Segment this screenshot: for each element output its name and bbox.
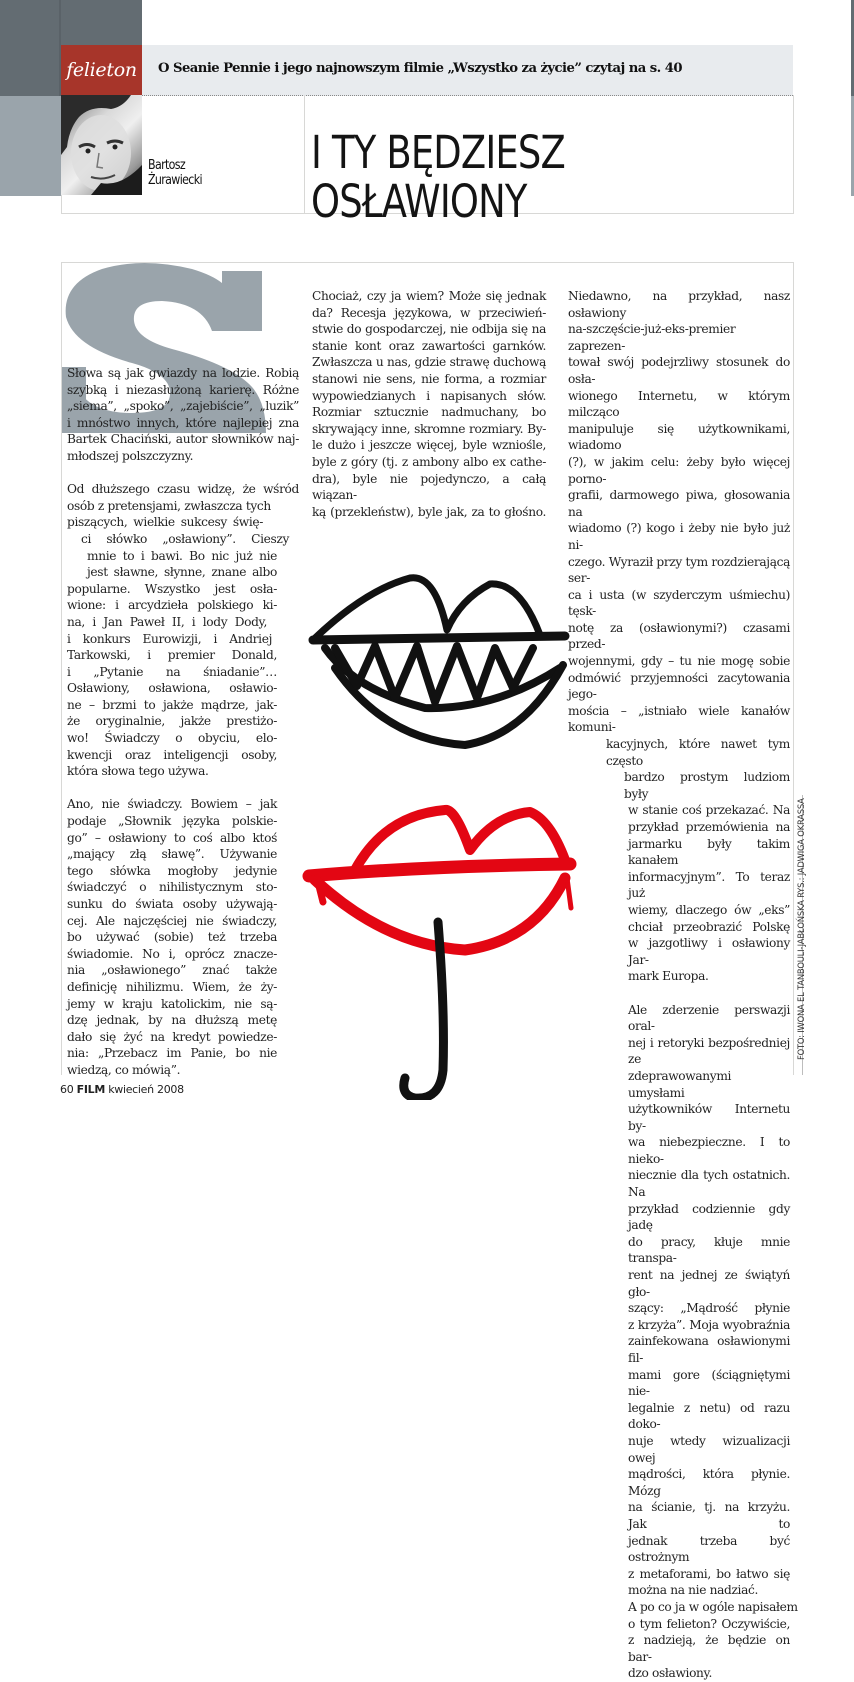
text-line: wo! Świadczy o obyciu, elo- (67, 731, 277, 746)
author-last-name: Żurawiecki (148, 172, 202, 188)
text-line: ci słówko „osławiony”. Cieszy (81, 531, 289, 546)
text-line: Ale zderzenie perswazji oral- (628, 1002, 790, 1034)
text-line: ca i usta (w szyderczym uśmiechu) tęsk- (568, 587, 790, 619)
text-line: do pracy, kłuje mnie transpa- (628, 1234, 790, 1266)
col3-para1 (568, 288, 790, 985)
text-line: bo używać (sobie) też trzeba (67, 930, 277, 945)
text-line: że oryginalnie, jakże prestiżo- (67, 714, 277, 729)
text-line: wypowiedzianych i napisanych słów. (312, 388, 546, 403)
article-title (311, 128, 565, 226)
text-line: w stanie coś przekazać. Na (628, 803, 790, 818)
text-line: osób z pretensjami, zwłaszcza tych (67, 498, 271, 513)
text-line: niecznie dla tych ostatnich. Na (628, 1168, 790, 1200)
column-3 (568, 288, 798, 1682)
col1-para2 (67, 481, 299, 780)
text-line: jemy w kraju katolickim, nie są- (67, 996, 277, 1011)
text-line: Bartek Chaciński, autor słowników naj- (67, 432, 299, 447)
text-line: świadomie. No i, oprócz znacze- (67, 946, 277, 961)
section-tag: felieton (61, 45, 142, 95)
text-line: mark Europa. (628, 969, 709, 984)
text-line: zainfekowana osławionymi fil- (628, 1334, 790, 1365)
text-line: „siema”, „spoko”, „zajebiście”, „luzik” (67, 399, 299, 414)
text-line: tował swój podejrzliwy stosunek do osła- (568, 355, 790, 386)
text-line: mnie to i bawi. Bo nic już nie (87, 548, 277, 563)
text-line: młodszej polszczyzny. (67, 448, 194, 463)
text-line: rent na jednej ze świątyń gło- (628, 1268, 790, 1299)
text-line: bardzo prostym ludziom były (624, 770, 790, 801)
text-line: z nadzieją, że będzie on bar- (628, 1633, 790, 1664)
black-grinning-lips-icon (313, 578, 565, 745)
text-line: Ano, nie świadczy. Bowiem – jak (67, 797, 277, 812)
text-line: mami gore (ściągniętymi nie- (628, 1367, 790, 1399)
text-line: Słowa są jak gwiazdy na lodzie. Robią (67, 366, 299, 380)
text-line: jednak trzeba być ostrożnym (628, 1533, 790, 1565)
text-line: na, i Jan Paweł II, i lody Dody, (67, 614, 267, 629)
text-line: można na nie nadziać. (628, 1583, 758, 1598)
text-line: sunku do świata osoby używają- (67, 897, 277, 911)
text-line: dzo osławiony. (628, 1666, 712, 1681)
text-line: ką (przekleństw), byle jak, za to głośno. (312, 504, 546, 519)
text-line: stwie do gospodarczej, nie odbija się na (312, 322, 546, 337)
text-line: notę za (osławionymi?) czasami przed- (568, 620, 790, 652)
text-line: nej i retoryki bezpośredniej ze (628, 1035, 790, 1067)
text-line: dra), byle nie pojedynczo, a całą wiązan- (312, 471, 546, 503)
text-line: wiemy, dlaczego ów „eks” (628, 902, 790, 917)
text-line: szybką i niezasłużoną karierę. Różne (67, 382, 299, 397)
text-line: na-szczęście-już-eks-premier zaprezen- (568, 322, 736, 353)
text-line: popularne. Wszystko jest osła- (67, 581, 277, 596)
text-line: na ścianie, tj. na krzyżu. Jak to (628, 1500, 790, 1531)
col3-para2 (568, 1002, 798, 1682)
text-line: Rozmiar sztucznie nadmuchany, bo (312, 405, 546, 420)
text-line: o tym felieton? Oczywiście, (628, 1616, 790, 1631)
text-line: wione: i arcydzieła polskiego ki- (67, 598, 277, 613)
text-line: tego słówka mogłoby jedynie (67, 863, 277, 878)
text-line: skrywający inne, skromne rozmiary. By- (312, 421, 546, 436)
column-2 (312, 288, 546, 520)
text-line: wionego Internetu, w którym milcząco (568, 388, 790, 420)
text-line: nia: „Przebacz im Panie, bo nie (67, 1046, 277, 1061)
author-photo (61, 95, 142, 195)
text-line: szący: „Mądrość płynie (628, 1301, 790, 1316)
text-line: (?), w jakim celu: żeby było więcej porno- (568, 454, 790, 486)
text-line: i konkurs Eurowizji, i Andriej (67, 631, 272, 646)
text-line: le dużo i jeszcze więcej, byle wzniośle, (312, 438, 546, 453)
kicker-teaser: O Seanie Pennie i jego najnowszym filmie „Wszystko za życie” czytaj na s. 40 (158, 61, 683, 76)
text-line: odmówić przyjemności zacytowania jego- (568, 670, 790, 702)
text-line: definicję nihilizmu. Wiem, że ży- (67, 979, 277, 994)
text-line: mądrości, która płynie. Mózg (628, 1467, 790, 1498)
text-line: kwencji oraz inteligencji osoby, (67, 747, 277, 762)
text-line: i mnóstwo innych, które najlepiej zna (67, 415, 299, 430)
col1-para1 (67, 365, 299, 465)
text-line: kacyjnych, które nawet tym często (606, 737, 790, 768)
title-line-2: OSŁAWIONY (311, 175, 527, 228)
text-line: manipuluje się użytkownikami, wiadomo (568, 421, 790, 453)
magazine-name: FILM (76, 1083, 105, 1096)
text-line: z metaforami, bo łatwo się (628, 1566, 790, 1581)
text-line: i „Pytanie na śniadanie”… (67, 664, 277, 679)
author-first-name: Bartosz (148, 157, 186, 173)
page-number: 60 (60, 1083, 74, 1096)
text-line: jarmarku były takim kanałem (628, 836, 790, 868)
text-line: Zwłaszcza u nas, gdzie strawę duchową (312, 355, 546, 370)
decorative-strip-light (0, 96, 61, 196)
header-divider (304, 95, 305, 213)
column-1 (67, 365, 299, 1079)
text-line: wiedzą, co mówią”. (67, 1062, 181, 1077)
photo-credit: FOTO: IWONA EL TANBOULI-JABŁOŃSKA RYS.: JADWIGA OKRASSA (796, 798, 806, 1060)
text-line: A po co ja w ogóle napisałem (628, 1599, 798, 1614)
text-line: mościa – „istniało wiele kanałów komuni- (568, 703, 790, 735)
lips-illustration (295, 560, 580, 1100)
text-line: dało się żyć na kredyt powiedze- (67, 1029, 277, 1044)
text-line: użytkowników Internetu by- (628, 1102, 790, 1133)
col1-para3 (67, 796, 299, 1078)
text-line: stanowi nie sens, nie forma, a rozmiar (312, 371, 546, 386)
author-byline (148, 158, 202, 188)
text-line: nuje wtedy wizualizacji owej (628, 1433, 790, 1465)
text-line: Od dłuższego czasu widzę, że wśród (67, 482, 299, 497)
text-line: piszących, wielkie sukcesy świę- (67, 515, 263, 530)
issue-date: kwiecień 2008 (108, 1083, 184, 1096)
text-line: stanie kont oraz zawartości garnków. (312, 338, 546, 353)
text-line: zdeprawowanymi umysłami (628, 1068, 732, 1100)
title-line-1: I TY BĘDZIESZ (311, 126, 565, 179)
text-line: informacyjnym”. To teraz już (628, 869, 790, 901)
text-line: która słowa tego używa. (67, 764, 209, 779)
text-line: go” – osławiony to coś albo ktoś (67, 830, 277, 845)
text-line: Osławiony, osławiona, osławio- (67, 681, 277, 696)
text-line: Chociaż, czy ja wiem? Może się jednak (312, 289, 546, 303)
col2-para1 (312, 288, 546, 520)
text-line: podaje „Słownik języka polskie- (67, 814, 277, 829)
text-line: Tarkowski, i premier Donald, (67, 648, 277, 663)
text-line: chciał przeobrazić Polskę (628, 919, 790, 934)
text-line: da? Recesja językowa, w przeciwień- (312, 305, 546, 320)
text-line: cej. Ale najczęściej nie świadczy, (67, 913, 277, 928)
text-line: „mający złą sławę”. Używanie (67, 847, 277, 862)
text-line: wojennymi, gdy – tu nie mogę sobie (568, 654, 790, 669)
text-line: czego. Wyraził przy tym rozdzierającą ser- (568, 554, 790, 586)
author-portrait-icon (61, 95, 142, 195)
text-line: Niedawno, na przykład, nasz osławiony (568, 289, 790, 320)
text-line: ne – brzmi to jakże mądrze, jak- (67, 697, 277, 712)
text-line: nia „osławionego” znać także (67, 963, 277, 978)
text-line: legalnie z netu) od razu doko- (628, 1400, 790, 1432)
text-line: przykład przemówienia na (628, 820, 790, 834)
text-line: jest sławne, słynne, znane albo (87, 565, 277, 580)
text-line: grafii, darmowego piwa, głosowania na (568, 488, 790, 519)
text-line: byle z góry (tj. z ambony albo ex cathe- (312, 454, 546, 469)
text-line: wa niebezpieczne. I to nieko- (628, 1135, 790, 1166)
page-footer (60, 1083, 184, 1096)
text-line: świadczyć o nihilistycznym sto- (67, 880, 277, 895)
text-line: w jazgotliwy i osławiony Jar- (628, 936, 790, 967)
text-line: dzę jednak, by na dłuższą metę (67, 1013, 277, 1028)
text-line: wiadomo (?) kogo i żeby nie było już ni- (568, 521, 790, 552)
text-line: przykład codziennie gdy jadę (628, 1201, 790, 1233)
text-line: z krzyża”. Moja wyobraźnia (628, 1317, 790, 1332)
